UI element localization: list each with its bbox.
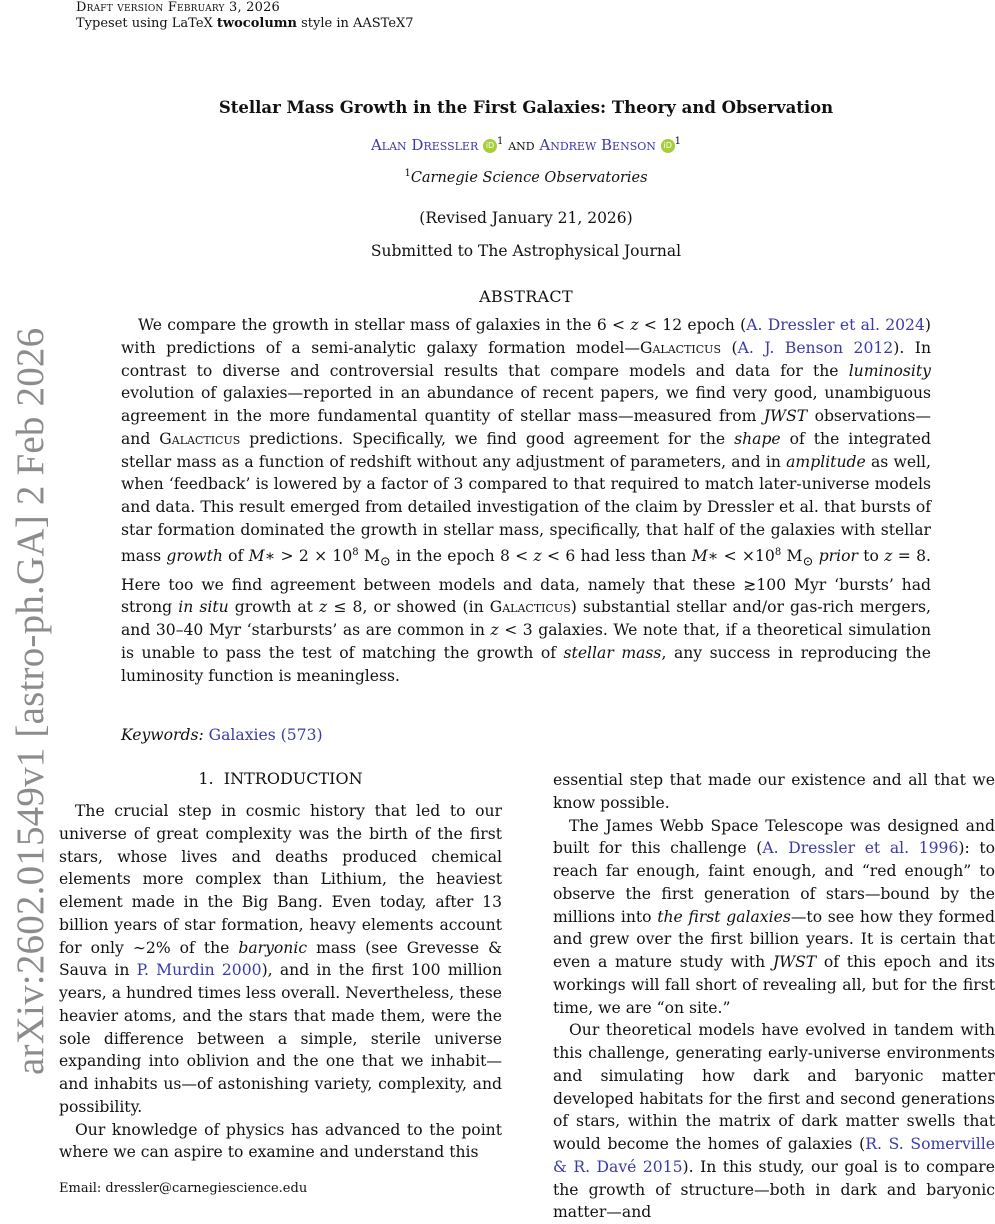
intro-paragraph-2: Our knowledge of physics has advanced to the point where we can aspire to examine and understand this <box>59 1120 502 1162</box>
affil-mark: 1 <box>404 168 411 179</box>
typeset-prefix: Typeset using <box>76 16 172 31</box>
left-column <box>59 800 502 1164</box>
ref-somerville-dave-2015[interactable]: R. S. Somerville & R. Davé 2015 <box>553 1135 995 1176</box>
keywords <box>121 726 323 744</box>
ref-dressler-2024[interactable]: A. Dressler et al. 2024 <box>746 316 925 334</box>
draft-version: Draft version February 3, 2026 <box>76 0 281 15</box>
typeset-note <box>76 16 414 32</box>
typeset-suffix: style in AASTeX7 <box>296 16 414 31</box>
affil-mark: 1 <box>674 136 682 147</box>
and-word: and <box>508 136 535 154</box>
ref-murdin-2000[interactable]: P. Murdin 2000 <box>136 961 262 980</box>
intro-paragraph-2-cont: essential step that made our existence and all that we know possible. <box>553 771 995 812</box>
intro-paragraph-4: Our theoretical models have evolved in tandem with this challenge, generating early-universe environments and simulating how dark and baryonic matter developed habitats for the first and second generations of stars, within the matrix of dark matter swells that would become the homes of galaxies (R. S. Somerville & R. Davé 2015). In this study, our goal is to compare the growth of structure—both in dark and baryonic matter—and <box>553 1021 995 1222</box>
revised-date: (Revised January 21, 2026) <box>419 209 633 227</box>
section-heading <box>59 769 502 788</box>
abstract-text: We compare the growth in stellar mass of galaxies in the 6 < z < 12 epoch (A. Dressler et al. 2024) with predictions of a semi-analytic galaxy formation model—Galacticus (A. J. Benson 2012). In contrast to diverse and controversial results that compare models and data for the luminosity evolution of galaxies—reported in an abundance of recent papers, we find very good, unambiguous agreement in the more fundamental quantity of stellar mass—measured from JWST observations—and Galacticus predictions. Specifically, we find good agreement for the shape of the integrated stellar mass as a function of redshift without any adjustment of parameters, and in amplitude as well, when ‘feedback’ is lowered by a factor of 3 compared to that required to match later-universe models and data. This result emerged from detailed investigation of the claim by Dressler et al. that bursts of star formation dominated the growth in stellar mass, specifically, that half of the galaxies with stellar mass growth of M∗ > $2 \times 10^8$ $M_⊙$ in the epoch 8 < z < 6 had less than M∗ < $\times 10^8$ $M_⊙$ prior to z = 8. Here too we find agreement between models and data, namely that these ≳100 Myr ‘bursts’ had strong in situ growth at z ≤ 8, or showed (in Galacticus) substantial stellar and/or gas-rich mergers, and 30–40 Myr ‘starbursts’ as are common in z < 3 galaxies. We note that, if a theoretical simulation is unable to pass the test of matching the growth of stellar mass, any success in reproducing the luminosity function is meaningless. <box>121 316 932 685</box>
section-number: 1. <box>198 769 214 788</box>
paper-title: Stellar Mass Growth in the First Galaxies: Theory and Observation <box>218 98 834 117</box>
affil-mark: 1 <box>497 136 504 147</box>
orcid-icon[interactable]: iD <box>483 139 497 153</box>
author-line <box>120 136 932 154</box>
affiliation-text: Carnegie Science Observatories <box>410 169 648 186</box>
right-column <box>553 769 995 1224</box>
preamble <box>76 0 414 32</box>
section-title: INTRODUCTION <box>223 769 363 788</box>
keywords-label: Keywords: <box>121 726 204 744</box>
keyword-link[interactable]: Galaxies (573) <box>208 726 323 744</box>
footnote-email: Email: dressler@carnegiescience.edu <box>59 1181 308 1196</box>
abstract-heading: ABSTRACT <box>479 287 573 306</box>
ref-dressler-1996[interactable]: A. Dressler et al. 1996 <box>762 839 959 858</box>
affiliation <box>120 168 932 186</box>
arxiv-stamp: arXiv:2602.01549v1 [astro-ph.GA] 2 Feb 2026 <box>9 327 52 1075</box>
typeset-style: twocolumn <box>216 16 297 31</box>
intro-paragraph-1: The crucial step in cosmic history that led to our universe of great complexity was the birth of the first stars, whose lives and deaths produced chemical elements more complex than Lithium, the heaviest element made in the Big Bang. Even today, after 13 billion years of star formation, heavy elements account for only ∼2% of the baryonic mass (see Grevesse & Sauva in P. Murdin 2000), and in the first 100 million years, a hundred times less overall. Nevertheless, these heavier atoms, and the stars that made them, were the sole difference between a simple, sterile universe expanding into oblivion and the one that we inhabit—and inhabits us—of astonishing variety, complexity, and possibility. <box>59 802 502 1116</box>
orcid-icon[interactable]: iD <box>661 139 675 153</box>
author-link-benson[interactable]: Andrew Benson <box>539 136 656 154</box>
ref-benson-2012[interactable]: A. J. Benson 2012 <box>737 338 894 357</box>
submitted-journal: Submitted to The Astrophysical Journal <box>370 242 682 260</box>
author-link-dressler[interactable]: Alan Dressler <box>370 136 479 154</box>
intro-paragraph-3: The James Webb Space Telescope was designed and built for this challenge (A. Dressler et al. 1996): to reach far enough, faint enough, and “red enough” to observe the first generation of stars—bound by the millions into the first galaxies—to see how they formed and grew over the first billion years. It is certain that even a mature study with JWST of this epoch and its workings will fall short of revealing all, but for the first time, we are “on site.” <box>553 816 995 1017</box>
latex-logo: LaTeX <box>171 16 213 31</box>
